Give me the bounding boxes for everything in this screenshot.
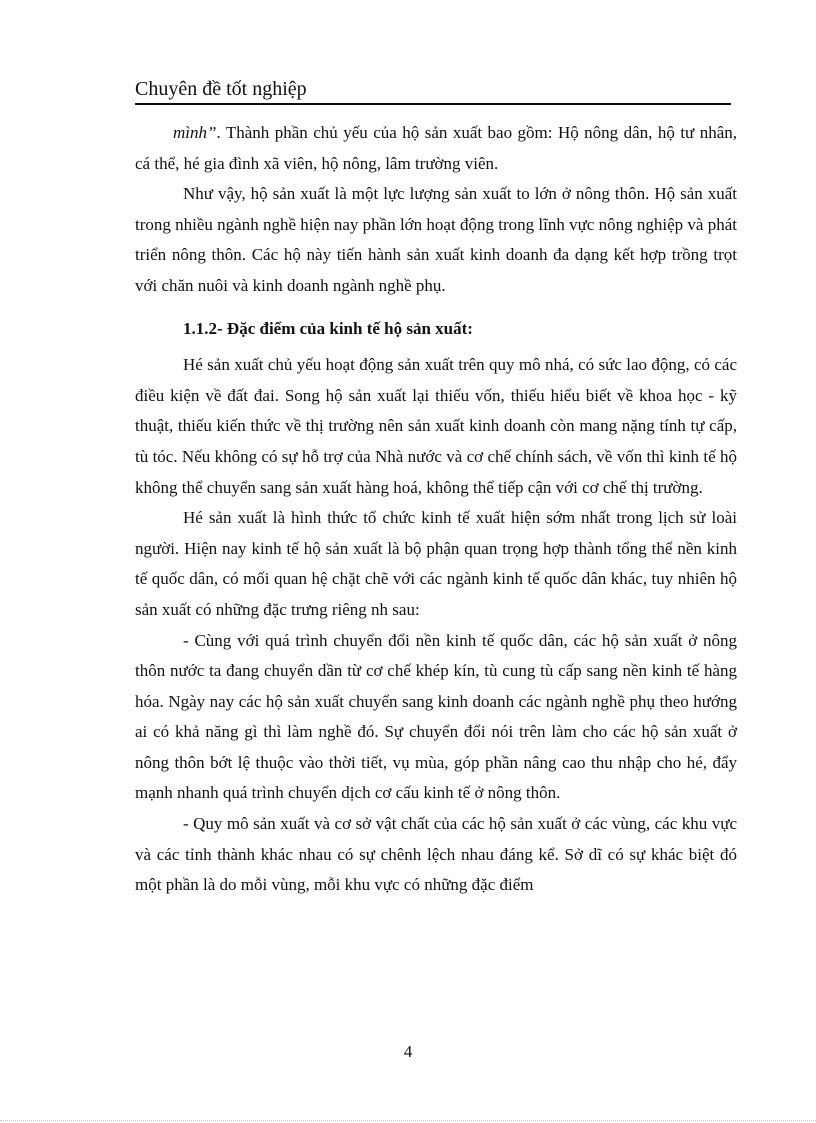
paragraph-1 <box>135 118 737 179</box>
paragraph-5: - Cùng với quá trình chuyển đổi nền kinh tế quốc dân, các hộ sản xuất ở nông thôn nước ta đang chuyển dần từ cơ chế khép kín, tù cung tù cấp sang nền kinh tế hàng hóa. Ngày nay các hộ sản xuất chuyển sang kinh doanh các ngành nghề phụ theo hướng ai có khả năng gì thì làm nghề đó. Sự chuyển đổi nói trên làm cho các hộ sản xuất ở nông thôn bớt lệ thuộc vào thời tiết, vụ mùa, góp phần nâng cao thu nhập cho hé, đẩy mạnh nhanh quá trình chuyển dịch cơ cấu kinh tế ở nông thôn. <box>135 630 737 803</box>
document-body <box>135 118 737 901</box>
paragraph-6: - Quy mô sản xuất và cơ sở vật chất của các hộ sản xuất ở các vùng, các khu vực và các tỉnh thành khác nhau có sự chênh lệch nhau đáng kể. Sở dĩ có sự khác biệt đó một phần là do mỗi vùng, mỗi khu vực có những đặc điểm <box>135 814 737 895</box>
paragraph-3: Hé sản xuất chủ yếu hoạt động sản xuất trên quy mô nhá, có sức lao động, có các điều kiện về đất đai. Song hộ sản xuất lại thiếu vốn, thiếu hiểu biết về khoa học - kỹ thuật, thiếu kiến thức về thị trường nên sản xuất kinh doanh còn mang nặng tính tự cấp, tù tóc. Nếu không có sự hỗ trợ của Nhà nước và cơ chế chính sách, về vốn thì kinh tế hộ không thể chuyển sang sản xuất hàng hoá, không thể tiếp cận với cơ chế thị trường. <box>135 355 737 497</box>
document-header <box>135 76 731 105</box>
page-number: 4 <box>403 1042 413 1061</box>
paragraph-4: Hé sản xuất là hình thức tổ chức kinh tế xuất hiện sớm nhất trong lịch sử loài người. Hiện nay kinh tế hộ sản xuất là bộ phận quan trọng hợp thành tổng thể nền kinh tế quốc dân, có mối quan hệ chặt chẽ với các ngành kinh tế quốc dân khác, tuy nhiên hộ sản xuất có những đặc trưng riêng nh sau: <box>135 508 737 619</box>
page-bottom-edge <box>0 1120 816 1121</box>
paragraph-2: Như vậy, hộ sản xuất là một lực lượng sản xuất to lớn ở nông thôn. Hộ sản xuất trong nhiều ngành nghề hiện nay phần lớn hoạt động trong lĩnh vực nông nghiệp và phát triển nông thôn. Các hộ này tiến hành sản xuất kinh doanh đa dạng kết hợp trồng trọt với chăn nuôi và kinh doanh ngành nghề phụ. <box>135 184 737 295</box>
paragraph-1-italic-lead: mình” <box>173 123 217 142</box>
header-title: Chuyên đề tốt nghiệp <box>135 78 307 100</box>
paragraph-1-text: . Thành phần chủ yếu của hộ sản xuất bao gồm: Hộ nông dân, hộ tư nhân, cá thể, hé gia đình xã viên, hộ nông, lâm trường viên. <box>135 123 737 173</box>
section-heading: 1.1.2- Đặc điểm của kinh tế hộ sản xuất: <box>183 318 473 338</box>
